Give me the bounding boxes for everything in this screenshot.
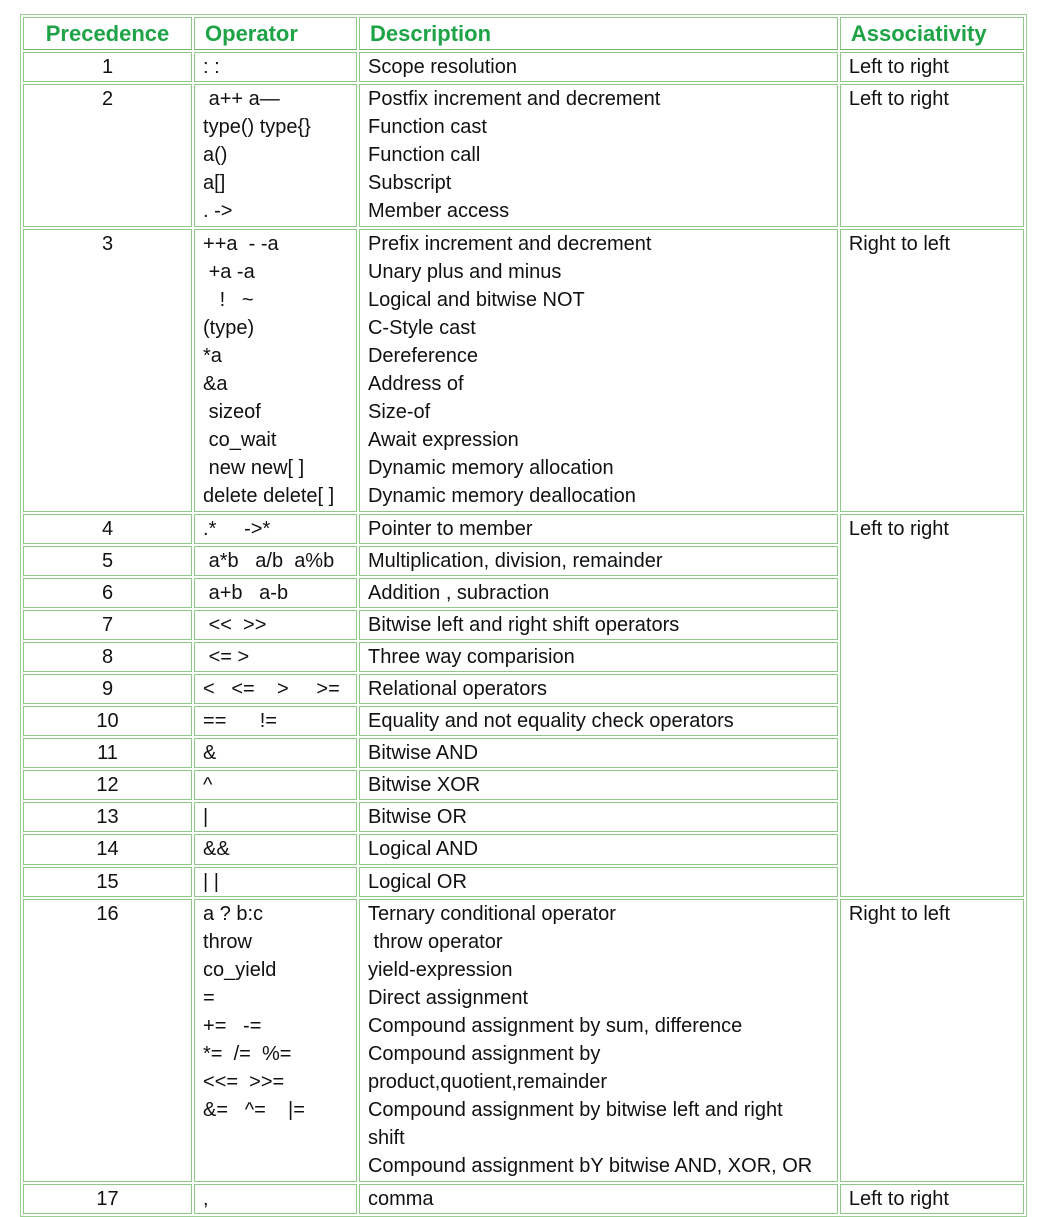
description-text: Subscript [367,172,452,195]
operator-text: +a -a [203,260,255,283]
operator-cell [194,546,357,576]
description-text: yield-expression [367,958,513,981]
description-text: Function call [367,144,481,167]
operator-text: &= ^= |= [203,1099,305,1122]
precedence-cell: 10 [23,706,192,736]
operator-text: a++ a— [203,88,280,111]
description-cell [359,610,838,640]
operator-text: &a [203,373,228,396]
description-text: Unary plus and minus [367,260,562,283]
operator-cell [194,514,357,544]
table-row [23,84,1024,226]
description-cell [359,229,838,512]
table-header-row [23,17,1024,50]
operator-text: ! ~ [203,288,254,311]
operator-text: += -= [203,1015,262,1037]
precedence-cell: 17 [23,1184,192,1214]
operator-text: ++a - -a [203,232,279,255]
description-text: Equality and not equality check operators [367,710,734,733]
operator-cell [194,674,357,704]
description-text: Postfix increment and decrement [367,88,661,111]
precedence-cell: 9 [23,674,192,704]
description-text: Three way comparision [367,645,575,668]
operator-cell [194,738,357,768]
operator-text: throw [203,930,252,953]
description-cell [359,578,838,608]
operator-text: new new[ ] [203,457,305,480]
description-text: Address of [367,373,464,396]
operator-cell [194,834,357,864]
description-text: Compound assignment bY bitwise AND, XOR, OR [367,1155,813,1178]
description-text: Compound assignment by bitwise left and right [367,1099,783,1122]
description-text: Multiplication, division, remainder [367,549,663,572]
precedence-cell: 3 [23,229,192,512]
description-text: Function cast [367,116,487,139]
description-cell [359,52,838,82]
description-cell [359,514,838,544]
operator-text: < <= > >= [203,677,340,700]
operator-precedence-table [20,14,1027,1217]
description-cell [359,802,838,832]
description-text: C-Style cast [367,316,476,339]
precedence-cell: 5 [23,546,192,576]
operator-cell [194,610,357,640]
operator-cell [194,802,357,832]
description-text: throw operator [367,930,503,953]
precedence-cell: 6 [23,578,192,608]
description-text: Dynamic memory deallocation [367,485,636,508]
associativity-cell: Left to right [840,52,1024,82]
associativity-cell: Left to right [840,1184,1024,1214]
precedence-cell: 16 [23,899,192,1182]
description-text: product,quotient,remainder [367,1071,608,1094]
description-text: Compound assignment by sum, difference [367,1015,743,1037]
precedence-cell: 8 [23,642,192,672]
description-cell [359,642,838,672]
header-associativity: Associativity [840,17,1024,50]
table-row [23,899,1024,1182]
operator-cell [194,1184,357,1214]
description-text: Logical and bitwise NOT [367,288,585,311]
operator-text: | | [203,870,219,893]
table-row [23,229,1024,512]
table-row [23,1184,1024,1214]
precedence-cell: 2 [23,84,192,226]
operator-cell [194,578,357,608]
precedence-cell: 7 [23,610,192,640]
precedence-cell: 1 [23,52,192,82]
operator-text: = [203,986,215,1009]
operator-text: . -> [203,200,233,223]
operator-text: << >> [203,613,267,636]
header-precedence: Precedence [23,17,192,50]
description-text: Size-of [367,401,431,424]
precedence-cell: 14 [23,834,192,864]
header-operator: Operator [194,17,357,50]
description-text: Member access [367,200,510,223]
description-text: Dereference [367,344,479,367]
description-text: Bitwise XOR [367,774,481,797]
description-text: Ternary conditional operator [367,902,616,925]
description-text: comma [367,1187,434,1210]
operator-text: a ? b:c [203,902,264,925]
description-text: Addition , subraction [367,581,550,604]
description-cell [359,770,838,800]
description-text: Compound assignment by [367,1043,601,1066]
operator-text: , [203,1187,209,1210]
operator-text: sizeof [203,401,261,424]
operator-text: .* ->* [203,517,271,540]
operator-text: | [203,806,209,829]
description-cell [359,834,838,864]
operator-cell [194,229,357,512]
operator-text: co_wait [203,429,277,452]
description-text: Bitwise AND [367,742,479,765]
associativity-cell: Right to left [840,899,1024,1182]
operator-text: (type) [203,316,255,339]
precedence-cell: 11 [23,738,192,768]
operator-text: && [203,838,230,861]
table-row [23,52,1024,82]
operator-text: type() type{} [203,116,311,139]
associativity-cell: Right to left [840,229,1024,512]
description-text: Prefix increment and decrement [367,232,652,255]
operator-text: == != [203,710,277,733]
description-cell [359,867,838,897]
operator-text: delete delete[ ] [203,485,335,508]
table-row [23,514,1024,544]
operator-cell [194,52,357,82]
operator-text: a() [203,144,228,167]
description-text: Direct assignment [367,986,529,1009]
operator-text: co_yield [203,958,277,981]
table-body [23,52,1024,1214]
operator-text: <= > [203,645,250,668]
description-cell [359,674,838,704]
description-text: Bitwise OR [367,806,467,829]
description-cell [359,738,838,768]
precedence-cell: 4 [23,514,192,544]
operator-cell [194,867,357,897]
description-cell [359,1184,838,1214]
operator-cell [194,770,357,800]
description-cell [359,899,838,1182]
description-text: Dynamic memory allocation [367,457,614,480]
operator-text: : : [203,56,220,78]
header-description: Description [359,17,838,50]
operator-cell [194,899,357,1182]
operator-cell [194,642,357,672]
description-text: Logical AND [367,838,479,861]
description-text: shift [367,1127,405,1150]
operator-text: a[] [203,172,226,195]
description-text: Pointer to member [367,517,533,540]
description-cell [359,546,838,576]
description-cell [359,84,838,226]
precedence-cell: 15 [23,867,192,897]
associativity-cell: Left to right [840,514,1024,897]
operator-text: & [203,742,217,765]
operator-text: a+b a-b [203,581,289,604]
operator-text: *a [203,344,222,367]
operator-text: <<= >>= [203,1071,285,1094]
description-text: Relational operators [367,677,547,700]
operator-text: *= /= %= [203,1043,292,1066]
description-text: Await expression [367,429,519,452]
description-text: Logical OR [367,870,467,893]
precedence-cell: 12 [23,770,192,800]
operator-cell [194,84,357,226]
description-text: Scope resolution [367,56,517,78]
description-cell [359,706,838,736]
operator-cell [194,706,357,736]
operator-text: a*b a/b a%b [203,549,335,572]
operator-text: ^ [203,774,213,797]
precedence-cell: 13 [23,802,192,832]
associativity-cell: Left to right [840,84,1024,226]
description-text: Bitwise left and right shift operators [367,613,680,636]
